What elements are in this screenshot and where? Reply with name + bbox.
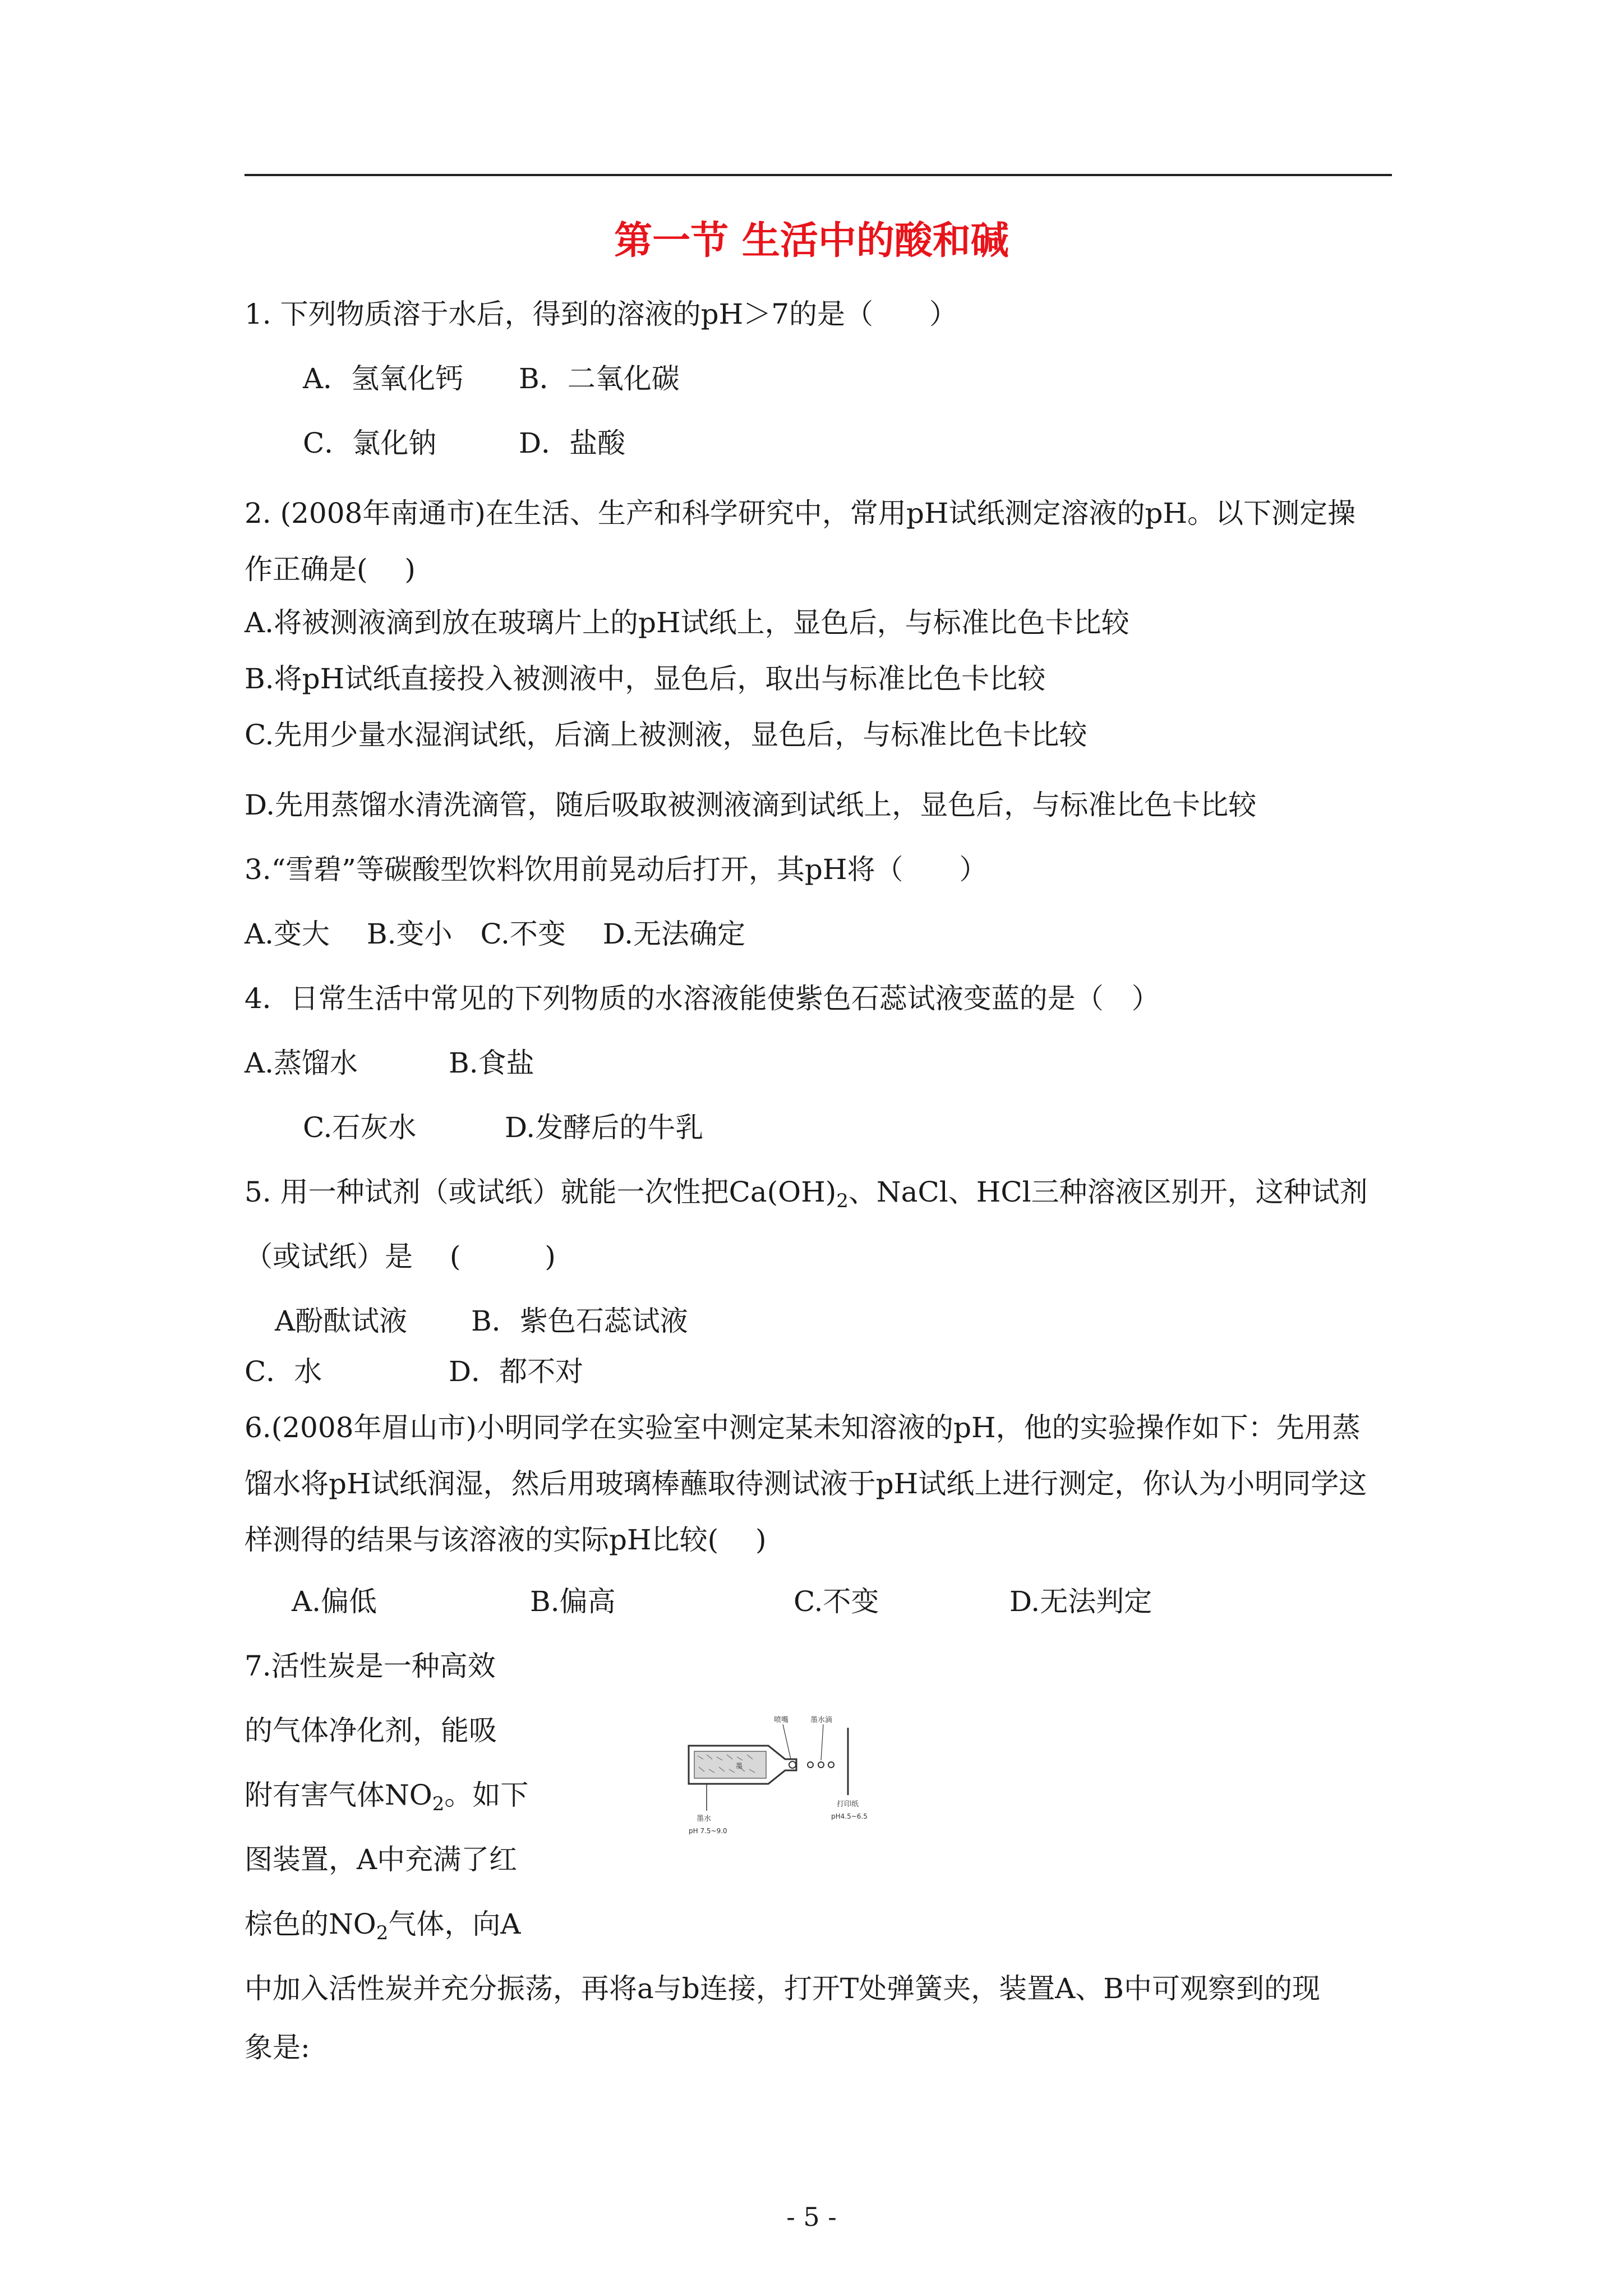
paper-ph-label: pH4.5~6.5 [831,1812,868,1820]
apparatus-figure [684,1711,892,1851]
q6-stem-line2: 馏水将pH试纸润湿，然后用玻璃棒蘸取待测试液于pH试纸上进行测定，你认为小明同学这 [245,1467,1367,1500]
q4-option-d: D.发酵后的牛乳 [505,1111,704,1144]
ink-chamber [694,1751,766,1778]
q7-line3 [245,1775,528,1824]
q7-line7: 象是: [245,2031,310,2064]
drop-leader [821,1724,823,1760]
q7-line5 [245,1904,521,1953]
q2-stem-line1: 2. (2008年南通市)在生活、生产和科学研究中，常用pH试纸测定溶液的pH。以下测定操 [245,497,1356,530]
q4-option-c: C.石灰水 [303,1111,417,1144]
ink-drop-1 [808,1762,813,1768]
q3-stem: 3.“雪碧”等碳酸型饮料饮用前晃动后打开，其pH将（ ） [245,853,988,886]
q5-option-d: D．都不对 [449,1355,584,1388]
q6-option-d: D.无法判定 [1009,1585,1152,1618]
q2-option-a: A.将被测液滴到放在玻璃片上的pH试纸上，显色后，与标准比色卡比较 [245,606,1129,639]
q4-option-b: B.食盐 [449,1047,534,1079]
q6-stem-line1: 6.(2008年眉山市)小明同学在实验室中测定某未知溶液的pH，他的实验操作如下：先用蒸 [245,1411,1361,1444]
q5-stem-text: 5. 用一种试剂（或试纸）就能一次性把Ca(OH) [245,1176,837,1208]
page-title: 第一节 生活中的酸和碱 [614,219,1009,263]
q1-option-a: A．氢氧化钙 [303,362,464,395]
q1-option-b: B．二氧化碳 [519,362,680,395]
subscript: 2 [836,1190,849,1212]
q5-option-c: C．水 [245,1355,322,1388]
q1-option-c: C．氯化钠 [303,427,437,459]
nozzle-opening [789,1761,796,1768]
ink-drop-label: 墨水滴 [810,1716,833,1724]
q7-line2: 的气体净化剂，能吸 [245,1714,497,1747]
q7-line5-text: 棕色的NO [245,1908,376,1940]
subscript: 2 [432,1793,445,1815]
nozzle-label: 喷嘴 [774,1716,789,1724]
q7-line3-text-cont: 。如下 [444,1779,529,1811]
q7-line5-text-cont: 气体，向A [388,1908,521,1940]
q5-stem-line1 [245,1172,1368,1221]
q4-stem: 4．日常生活中常见的下列物质的水溶液能使紫色石蕊试液变蓝的是（ ） [245,982,1160,1015]
q4-option-a: A.蒸馏水 [245,1047,358,1079]
q5-option-a: A酚酞试液 [275,1305,408,1337]
ink-drop-2 [818,1762,824,1768]
header-rule [245,174,1392,176]
ink-ph-label: pH 7.5~9.0 [689,1827,727,1835]
q2-option-b: B.将pH试纸直接投入被测液中，显色后，取出与标准比色卡比较 [245,662,1046,695]
paper-label: 打印纸 [837,1800,859,1809]
q6-stem-line3: 样测得的结果与该溶液的实际pH比较( ) [245,1524,767,1556]
ink-center-label: 墨 [736,1762,743,1770]
subscript: 2 [376,1922,389,1944]
ink-label: 墨水 [697,1815,712,1823]
q5-stem-line2: （或试纸）是 ( ) [245,1240,556,1273]
q7-line4: 图装置，A中充满了红 [245,1843,518,1876]
q7-line1: 7.活性炭是一种高效 [245,1650,496,1682]
q7-line6: 中加入活性炭并充分振荡，再将a与b连接，打开T处弹簧夹，装置A、B中可观察到的现 [245,1972,1321,2005]
q1-option-d: D．盐酸 [519,427,626,459]
nozzle-leader [783,1724,791,1759]
q5-option-b: B．紫色石蕊试液 [471,1305,688,1337]
q3-options: A.变大 B.变小 C.不变 D.无法确定 [245,918,745,950]
q6-option-c: C.不变 [794,1585,879,1618]
q2-option-d: D.先用蒸馏水清洗滴管，随后吸取被测液滴到试纸上，显色后，与标准比色卡比较 [245,789,1257,821]
page-number: - 5 - [786,2202,837,2232]
q1-stem: 1. 下列物质溶于水后，得到的溶液的pH＞7的是（ ） [245,298,958,330]
q2-option-c: C.先用少量水湿润试纸，后滴上被测液，显色后，与标准比色卡比较 [245,719,1087,751]
q5-stem-text-cont: 、NaCl、HCl三种溶液区别开，这种试剂 [848,1176,1368,1208]
q6-option-b: B.偏高 [530,1585,616,1618]
ink-drop-3 [828,1762,834,1768]
q7-line3-text: 附有害气体NO [245,1779,432,1811]
q2-stem-line2: 作正确是( ) [245,553,416,586]
q6-option-a: A.偏低 [292,1585,377,1618]
